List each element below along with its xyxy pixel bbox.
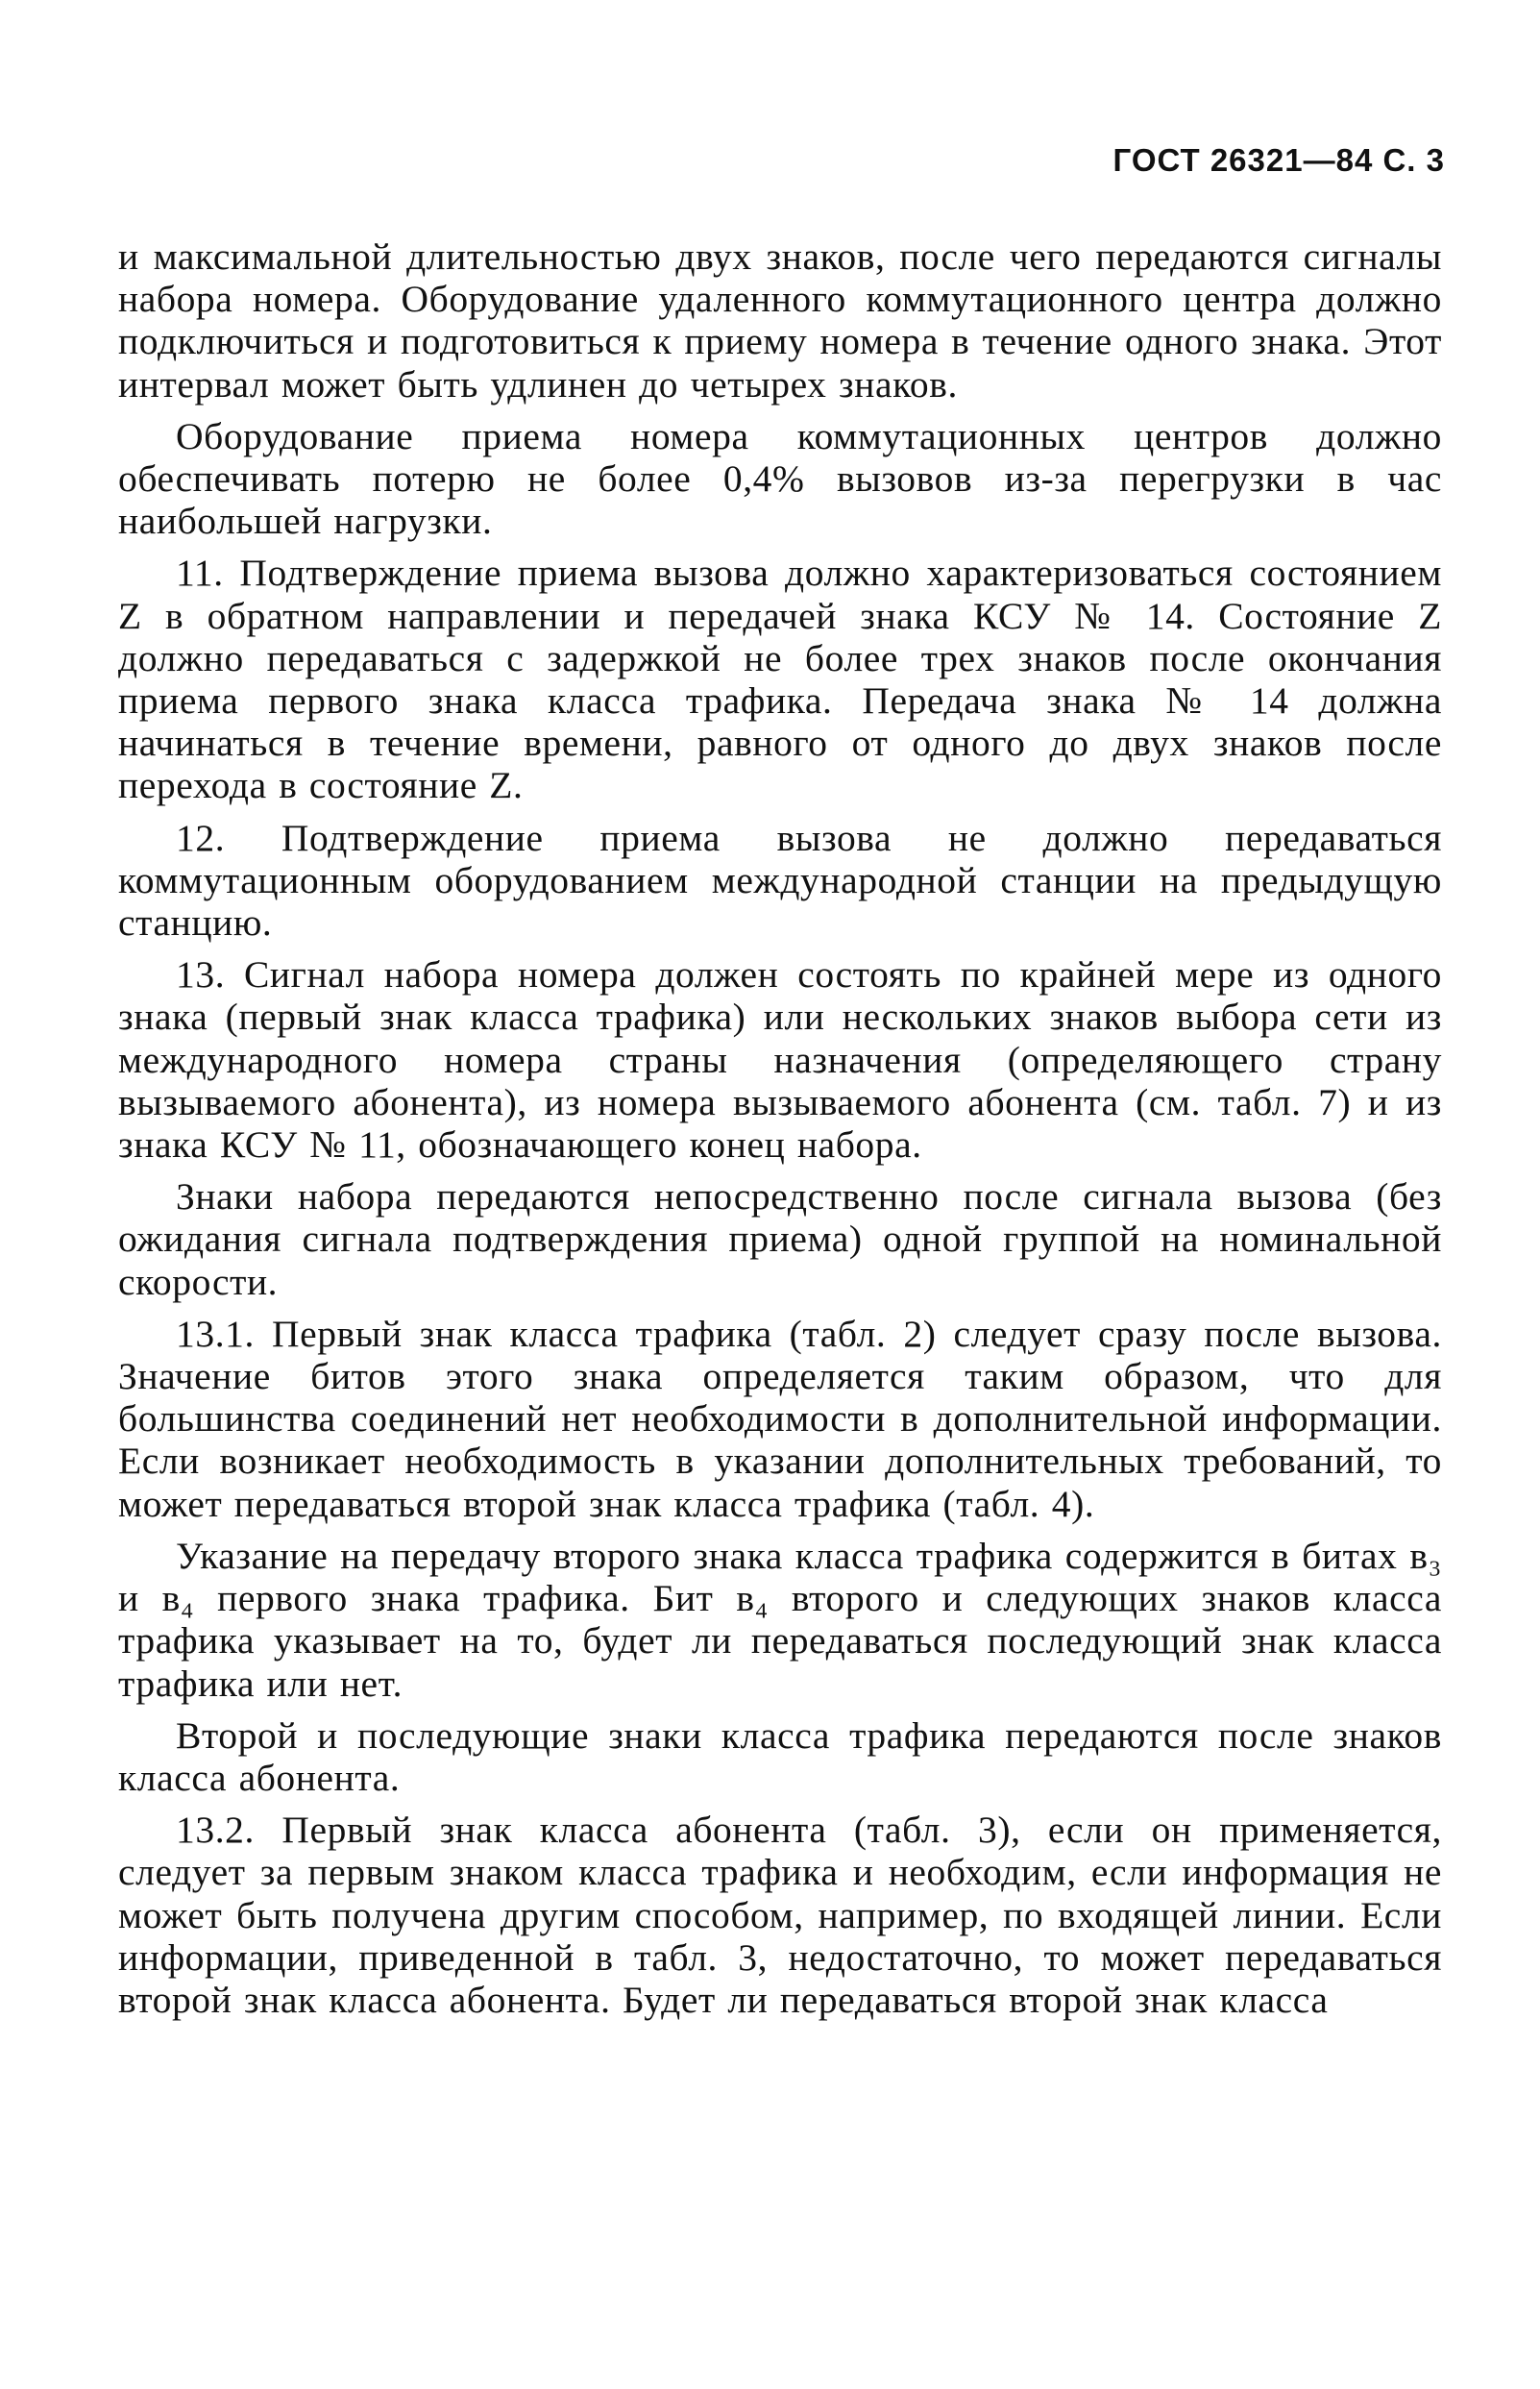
paragraph-second-traffic-sign: Указание на передачу второго знака класса трафика содержится в битах в₃ и в₄ первого знака трафика. Бит в₄ второго и следующих знаков класса трафика указывает на то, будет ли передаваться последующий знак класса трафика или нет. xyxy=(118,1534,1442,1705)
paragraph-subsequent-signs: Второй и последующие знаки класса трафика передаются после знаков класса абонента. xyxy=(118,1713,1442,1799)
body-text xyxy=(118,235,1442,2031)
paragraph-dialing-signs: Знаки набора передаются непосредственно после сигнала вызова (без ожидания сигнала подтверждения приема) одной группой на номинальной скорости. xyxy=(118,1175,1442,1303)
paragraph-continuation: и максимальной длительностью двух знаков, после чего передаются сигналы набора номера. Оборудование удаленного коммутационного центра должно подключиться и подготовиться к приему номера в течение одного знака. Этот интервал может быть удлинен до четырех знаков. xyxy=(118,235,1442,406)
running-head: ГОСТ 26321—84 С. 3 xyxy=(1112,142,1445,178)
paragraph-clause-12: 12. Подтверждение приема вызова не должно передаваться коммутационным оборудованием международной станции на предыдущую станцию. xyxy=(118,816,1442,945)
paragraph-clause-13-2: 13.2. Первый знак класса абонента (табл. 3), если он применяется, следует за первым знаком класса трафика и необходим, если информация не может быть получена другим способом, например, по входящей линии. Если информации, приведенной в табл. 3, недостаточно, то может передаваться второй знак класса абонента. Будет ли передаваться второй знак класса xyxy=(118,1809,1442,2021)
paragraph-equipment-reception: Оборудование приема номера коммутационных центров должно обеспечивать потерю не более 0,4% вызовов из-за перегрузки в час наибольшей нагрузки. xyxy=(118,414,1442,543)
paragraph-clause-11: 11. Подтверждение приема вызова должно характеризоваться состоянием Z в обратном направлении и передачей знака КСУ № 14. Состояние Z должно передаваться с задержкой не более трех знаков после окончания приема первого знака класса трафика. Передача знака № 14 должна начинаться в течение времени, равного от одного до двух знаков после перехода в состояние Z. xyxy=(118,552,1442,807)
paragraph-clause-13-1: 13.1. Первый знак класса трафика (табл. 2) следует сразу после вызова. Значение битов этого знака определяется таким образом, что для большинства соединений нет необходимости в дополнительной информации. Если возникает необходимость в указании дополнительных требований, то может передаваться второй знак класса трафика (табл. 4). xyxy=(118,1312,1442,1525)
paragraph-clause-13: 13. Сигнал набора номера должен состоять по крайней мере из одного знака (первый знак класса трафика) или нескольких знаков выбора сети из международного номера страны назначения (определяющего страну вызываемого абонента), из номера вызываемого абонента (см. табл. 7) и из знака КСУ № 11, обозначающего конец набора. xyxy=(118,953,1442,1167)
